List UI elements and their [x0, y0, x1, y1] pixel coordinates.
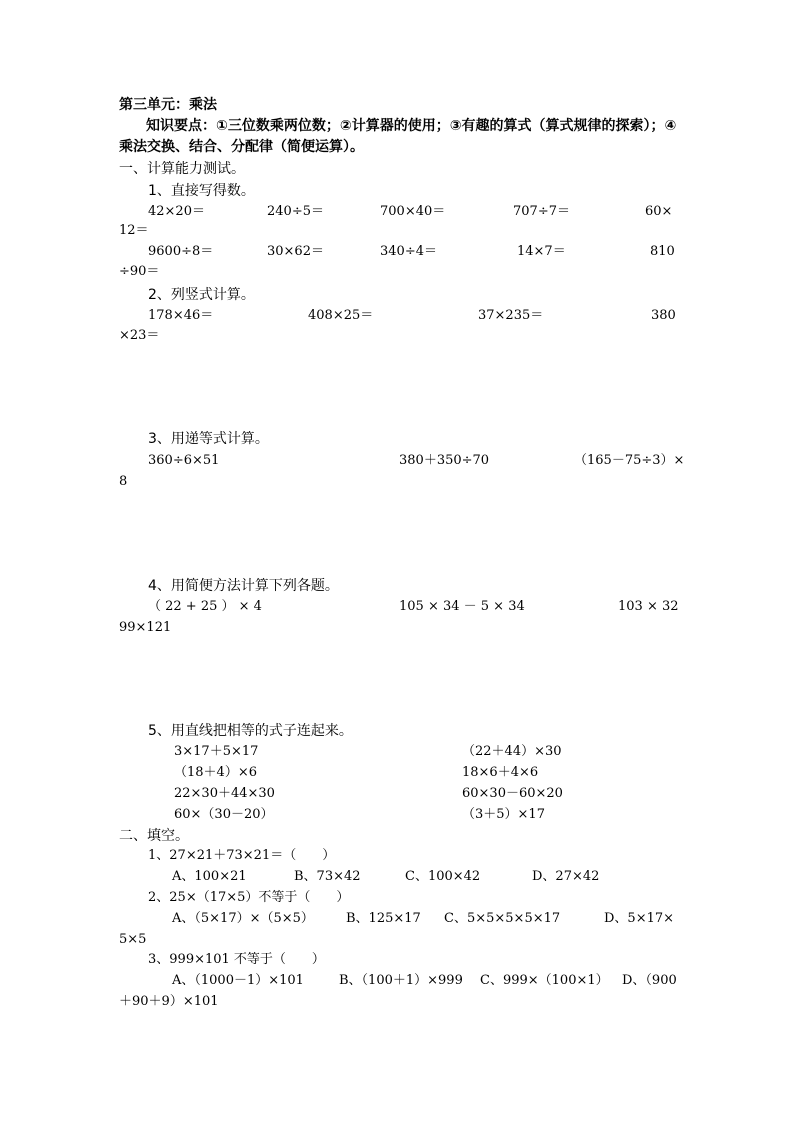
- q5-right-item: 60×30－60×20: [462, 786, 563, 801]
- q1-row1-item: 60×: [645, 204, 673, 219]
- p2-q3-stem: 3、999×101 不等于（ ）: [148, 952, 325, 967]
- q4-item: 103 × 32: [618, 599, 679, 614]
- p2-q2-option: C、5×5×5×5×17: [444, 911, 561, 926]
- q3-wrap: 8: [119, 474, 128, 489]
- q5-right-item: （3＋5）×17: [462, 807, 545, 822]
- p2-q1-option: A、100×21: [172, 869, 247, 884]
- p2-q3-option: A、（1000－1）×101: [172, 973, 304, 988]
- key-points-line1: [146, 117, 676, 135]
- q2-item: 380: [651, 308, 676, 323]
- unit-title: 第三单元：乘法: [119, 97, 217, 113]
- q4-wrap: 99×121: [119, 620, 172, 635]
- q5-left-item: 3×17＋5×17: [174, 744, 259, 759]
- p2-q3-option: B、（100＋1）×999: [339, 973, 463, 988]
- p2-q2-option: A、（5×17）×（5×5）: [172, 911, 314, 926]
- q1-row1-item: 707÷7＝: [513, 204, 570, 219]
- q5-right-item: （22＋44）×30: [462, 744, 562, 759]
- q3-item: （165－75÷3）×: [574, 453, 685, 468]
- p2-q3-wrap: ＋90＋9）×101: [119, 994, 219, 1009]
- q1-row2-item: 340÷4＝: [380, 244, 437, 259]
- q1-row2-item: 30×62＝: [267, 244, 324, 259]
- q4-item: （ 22 + 25 ） × 4: [148, 599, 262, 614]
- q3-title: 3、用递等式计算。: [148, 431, 269, 447]
- key-points-text-1: ①三位数乘两位数；②计算器的使用；③有趣的算式（算式规律的探索）；④: [216, 118, 677, 134]
- p2-q1-option: C、100×42: [405, 869, 481, 884]
- q5-right-item: 18×6＋4×6: [462, 765, 539, 780]
- p2-q2-option: D、5×17×: [604, 911, 675, 926]
- q1-row1-item: 700×40＝: [380, 204, 446, 219]
- q2-title: 2、列竖式计算。: [148, 287, 255, 303]
- q5-left-item: （18＋4）×6: [174, 765, 257, 780]
- q1-row2-item: 810: [650, 244, 675, 259]
- q2-item: 37×235＝: [478, 308, 544, 323]
- q4-item: 105 × 34 － 5 × 34: [399, 599, 525, 614]
- q2-item: 178×46＝: [148, 308, 214, 323]
- q5-left-item: 60×（30－20）: [174, 807, 274, 822]
- q1-row2-item: 14×7＝: [517, 244, 566, 259]
- q4-title: 4、用简便方法计算下列各题。: [148, 578, 339, 594]
- p2-q2-option: B、125×17: [346, 911, 421, 926]
- q1-row2-item: 9600÷8＝: [148, 244, 214, 259]
- q1-row2-wrap: ÷90＝: [119, 264, 160, 279]
- q1-row1-item: 42×20＝: [148, 204, 205, 219]
- q5-left-item: 22×30＋44×30: [174, 786, 275, 801]
- p2-q1-option: D、27×42: [532, 869, 600, 884]
- p2-q3-option: C、999×（100×1）: [480, 973, 609, 988]
- q3-item: 360÷6×51: [148, 453, 220, 468]
- p2-q1-option: B、73×42: [294, 869, 361, 884]
- q1-row1-wrap: 12＝: [119, 223, 149, 238]
- q1-title: 1、直接写得数。: [148, 183, 255, 199]
- q3-item: 380＋350÷70: [399, 453, 490, 468]
- q1-row1-item: 240÷5＝: [267, 204, 324, 219]
- p2-q1-stem: 1、27×21＋73×21＝（ ）: [148, 848, 336, 863]
- p2-q2-stem: 2、25×（17×5）不等于（ ）: [148, 890, 350, 905]
- p2-q3-option: D、（900: [622, 973, 677, 988]
- q2-wrap: ×23＝: [119, 328, 160, 343]
- key-points-label: 知识要点：: [146, 118, 216, 134]
- key-points-line2: 乘法交换、结合、分配律（简便运算）。: [119, 139, 364, 155]
- q5-title: 5、用直线把相等的式子连起来。: [148, 723, 353, 739]
- q2-item: 408×25＝: [308, 308, 374, 323]
- part1-title: 一、计算能力测试。: [119, 161, 245, 177]
- p2-q2-wrap: 5×5: [119, 932, 147, 947]
- part2-title: 二、填空。: [119, 828, 189, 844]
